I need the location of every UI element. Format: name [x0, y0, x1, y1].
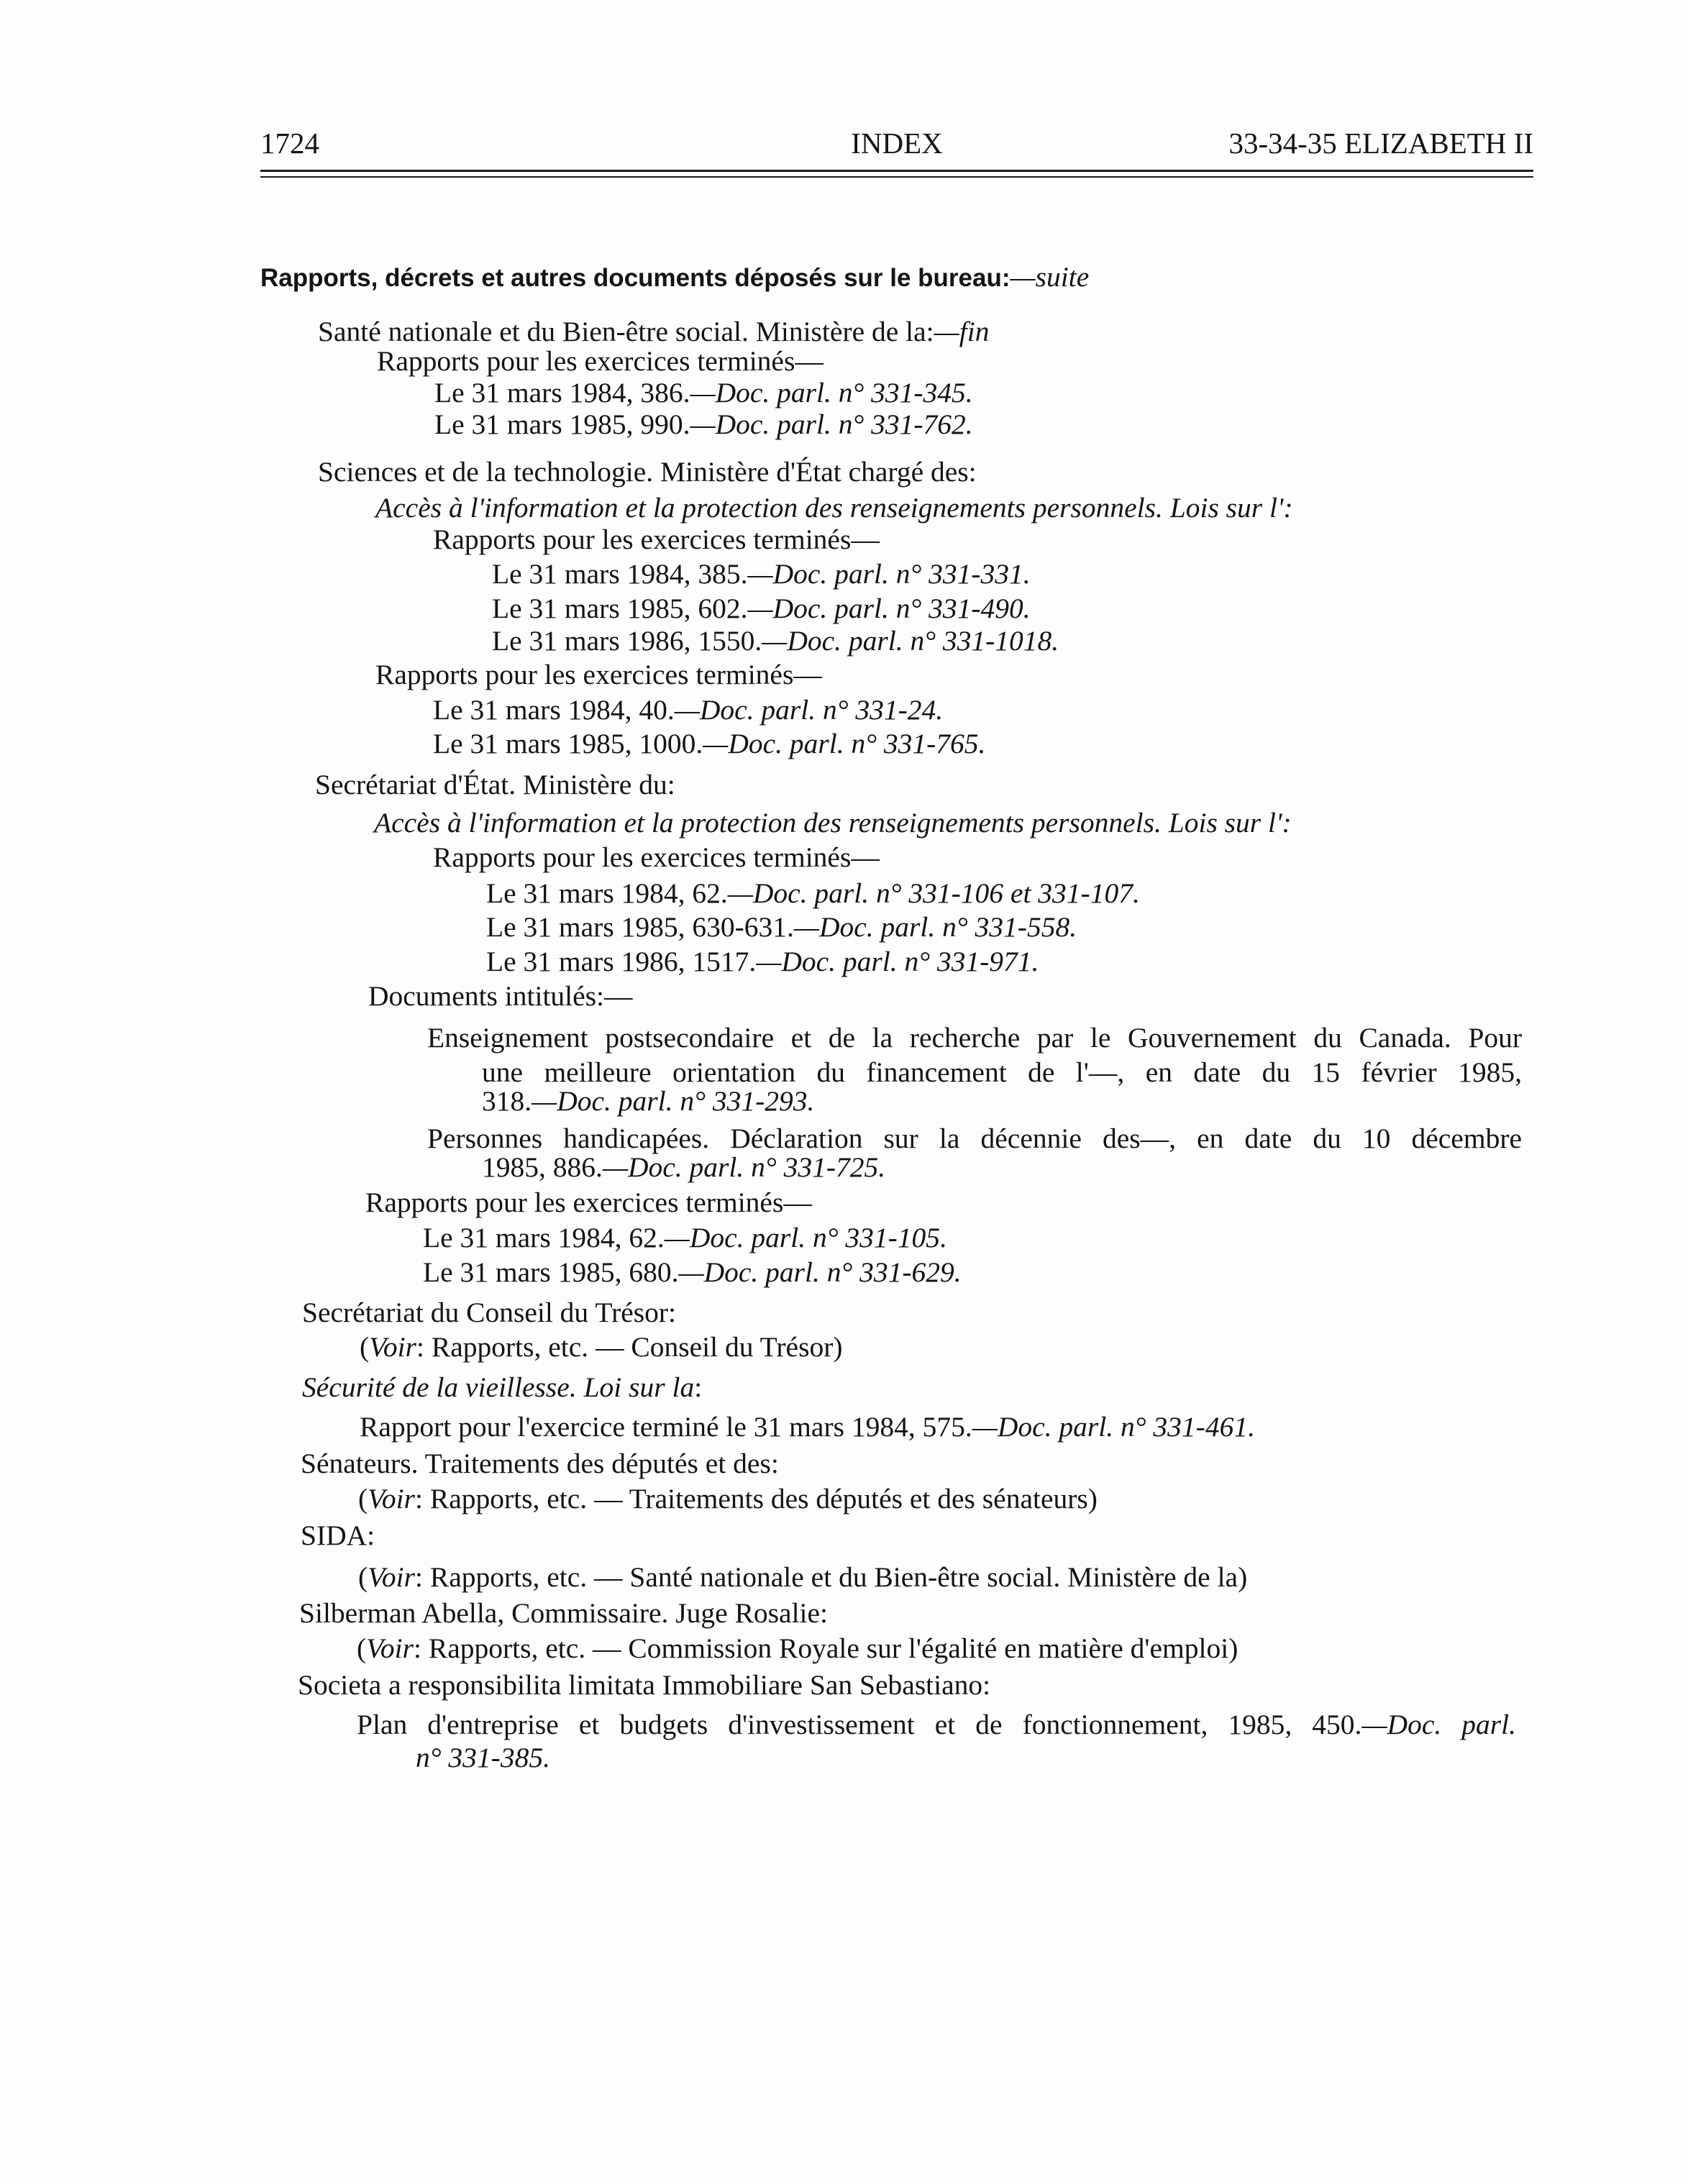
- entry-text: Rapports pour les exercices terminés—: [377, 345, 824, 377]
- index-subentry: [375, 490, 1293, 526]
- entry-text: une meilleure orientation du financement de l'—, en date du 15 février 1985,: [482, 1056, 1522, 1088]
- page-header: [260, 122, 1533, 164]
- section-heading: [260, 259, 1089, 296]
- doc-reference: —Doc. parl. n° 331-345.: [690, 377, 973, 408]
- entry-text: Documents intitulés:—: [368, 980, 633, 1012]
- entry-text: 1985, 886.: [482, 1151, 603, 1183]
- paren-open: (: [357, 1632, 367, 1664]
- doc-reference: —Doc. parl. n° 331-105.: [664, 1222, 947, 1253]
- entry-text: Le 31 mars 1985, 630-631.: [486, 911, 794, 943]
- index-subentry: [433, 839, 880, 875]
- header-rule-bottom: [260, 176, 1533, 178]
- entry-text: : Rapports, etc. — Santé nationale et du Bien-être social. Ministère de la): [415, 1561, 1248, 1593]
- doc-reference: —Doc. parl. n° 331-558.: [793, 911, 1077, 943]
- doc-reference: —Doc. parl. n° 331-106 et 331-107.: [727, 877, 1140, 909]
- doc-reference: n° 331-385.: [416, 1742, 550, 1773]
- entry-text: Rapports pour les exercices terminés—: [433, 841, 880, 873]
- entry-text: Rapports pour les exercices terminés—: [365, 1187, 812, 1218]
- index-subentry: [433, 726, 985, 762]
- entry-italic: Accès à l'information et la protection des renseignements personnels. Lois sur l':: [374, 807, 1292, 839]
- voir-label: Voir: [368, 1483, 416, 1514]
- doc-reference: —Doc. parl. n° 331-762.: [690, 408, 973, 440]
- entry-text: Rapport pour l'exercice terminé le 31 mars 1984, 575.: [360, 1411, 972, 1443]
- entry-text: Le 31 mars 1985, 680.: [423, 1256, 679, 1288]
- entry-text: Santé nationale et du Bien-être social. Ministère de la:: [318, 316, 934, 347]
- voir-label: Voir: [366, 1632, 414, 1664]
- index-entry: [302, 1369, 702, 1405]
- heading-continuation: —suite: [1010, 261, 1090, 293]
- doc-reference: —Doc. parl. n° 331-331.: [747, 558, 1031, 590]
- index-subentry: [357, 1706, 1516, 1742]
- index-subentry: [492, 556, 1031, 592]
- paren-open: (: [358, 1483, 368, 1514]
- doc-reference: —Doc. parl.: [1361, 1709, 1516, 1740]
- doc-reference: —Doc. parl. n° 331-629.: [678, 1256, 962, 1288]
- doc-reference: —Doc. parl. n° 331-765.: [703, 728, 986, 759]
- index-subentry: [486, 875, 1140, 911]
- cross-reference: [357, 1630, 1238, 1666]
- index-entry: [301, 1445, 779, 1481]
- index-subentry: [423, 1220, 947, 1256]
- header-title: INDEX: [851, 127, 943, 160]
- index-entry: [301, 1517, 375, 1553]
- heading-text: Rapports, décrets et autres documents déposés sur le bureau:: [260, 264, 1010, 292]
- index-entry: [299, 1595, 828, 1631]
- entry-text: Le 31 mars 1985, 1000.: [433, 728, 703, 759]
- entry-text: Societa a responsibilita limitata Immobiliare San Sebastiano:: [298, 1669, 991, 1701]
- voir-label: Voir: [369, 1331, 417, 1363]
- index-subentry: [433, 521, 880, 557]
- index-entry: [298, 1667, 990, 1703]
- entry-text: Le 31 mars 1984, 385.: [492, 558, 748, 590]
- entry-text: Sénateurs. Traitements des députés et des:: [301, 1448, 779, 1479]
- index-subentry: [360, 1409, 1255, 1445]
- header-rule-top: [260, 170, 1533, 172]
- index-entry: [315, 767, 675, 803]
- index-entry: [302, 1294, 676, 1330]
- index-subentry: [374, 805, 1292, 841]
- doc-reference: —Doc. parl. n° 331-971.: [756, 946, 1039, 977]
- index-subentry: [423, 1254, 962, 1290]
- doc-reference: —Doc. parl. n° 331-1018.: [762, 625, 1059, 657]
- entry-text: Rapports pour les exercices terminés—: [375, 659, 822, 690]
- index-subentry: [482, 1149, 885, 1185]
- entry-text: Enseignement postsecondaire et de la recherche par le Gouvernement du Canada. Pour: [427, 1022, 1522, 1054]
- cross-reference: [358, 1481, 1098, 1517]
- index-subentry: [486, 943, 1039, 979]
- index-subentry: [375, 657, 822, 693]
- entry-text: Personnes handicapées. Déclaration sur la décennie des—, en date du 10 décembre: [427, 1123, 1522, 1154]
- entry-text: : Rapports, etc. — Traitements des députés et des sénateurs): [415, 1483, 1098, 1514]
- entry-text: Silberman Abella, Commissaire. Juge Rosalie:: [299, 1597, 829, 1629]
- doc-reference: —Doc. parl. n° 331-24.: [674, 694, 944, 726]
- doc-reference: —Doc. parl. n° 331-490.: [747, 593, 1031, 624]
- entry-text: Le 31 mars 1984, 62.: [423, 1222, 665, 1253]
- doc-reference: —Doc. parl. n° 331-461.: [972, 1411, 1255, 1443]
- entry-text: Rapports pour les exercices terminés—: [433, 524, 880, 555]
- doc-reference: —Doc. parl. n° 331-725.: [602, 1151, 886, 1183]
- entry-text: Plan d'entreprise et budgets d'investissement et de fonctionnement, 1985, 450.: [357, 1709, 1362, 1740]
- entry-text: Le 31 mars 1984, 62.: [486, 877, 728, 909]
- paren-open: (: [358, 1561, 368, 1593]
- index-subentry: [365, 1184, 812, 1220]
- index-subentry: [377, 343, 824, 379]
- index-subentry: [492, 623, 1059, 659]
- cross-reference: [358, 1559, 1247, 1595]
- entry-text: : Rapports, etc. — Conseil du Trésor): [416, 1331, 843, 1363]
- entry-text: : Rapports, etc. — Commission Royale sur l'égalité en matière d'emploi): [414, 1632, 1238, 1664]
- entry-text: Le 31 mars 1985, 602.: [492, 593, 748, 624]
- entry-italic: —fin: [934, 316, 990, 347]
- index-subentry: [434, 406, 973, 442]
- entry-text: Le 31 mars 1985, 990.: [434, 408, 690, 440]
- index-subentry: [433, 692, 943, 728]
- header-volume: 33-34-35 ELIZABETH II: [1228, 127, 1533, 160]
- entry-text: Le 31 mars 1984, 386.: [434, 377, 690, 408]
- entry-text: Le 31 mars 1986, 1517.: [486, 946, 757, 977]
- entry-italic: Accès à l'information et la protection des renseignements personnels. Lois sur l':: [375, 492, 1293, 524]
- entry-text: Sciences et de la technologie. Ministère d'État chargé des:: [318, 456, 977, 488]
- entry-text: Le 31 mars 1986, 1550.: [492, 625, 762, 657]
- entry-text: Secrétariat d'État. Ministère du:: [315, 769, 675, 800]
- entry-text: 318.: [482, 1085, 532, 1117]
- index-entry: [318, 454, 977, 490]
- entry-text: :: [694, 1371, 703, 1403]
- index-subentry: [416, 1740, 550, 1776]
- page-number: 1724: [260, 127, 319, 160]
- index-subentry: [482, 1083, 814, 1119]
- voir-label: Voir: [368, 1561, 416, 1593]
- index-subentry: [427, 1020, 1522, 1056]
- index-subentry: [368, 978, 633, 1014]
- entry-text: Secrétariat du Conseil du Trésor:: [302, 1297, 677, 1328]
- entry-italic: Sécurité de la vieillesse. Loi sur la: [302, 1371, 695, 1403]
- entry-text: Le 31 mars 1984, 40.: [433, 694, 675, 726]
- doc-reference: —Doc. parl. n° 331-293.: [532, 1085, 815, 1117]
- entry-text: SIDA:: [301, 1520, 375, 1551]
- index-subentry: [486, 909, 1077, 945]
- index-subentry: [434, 375, 973, 411]
- paren-open: (: [360, 1331, 370, 1363]
- index-subentry: [492, 590, 1031, 626]
- cross-reference: [360, 1329, 843, 1365]
